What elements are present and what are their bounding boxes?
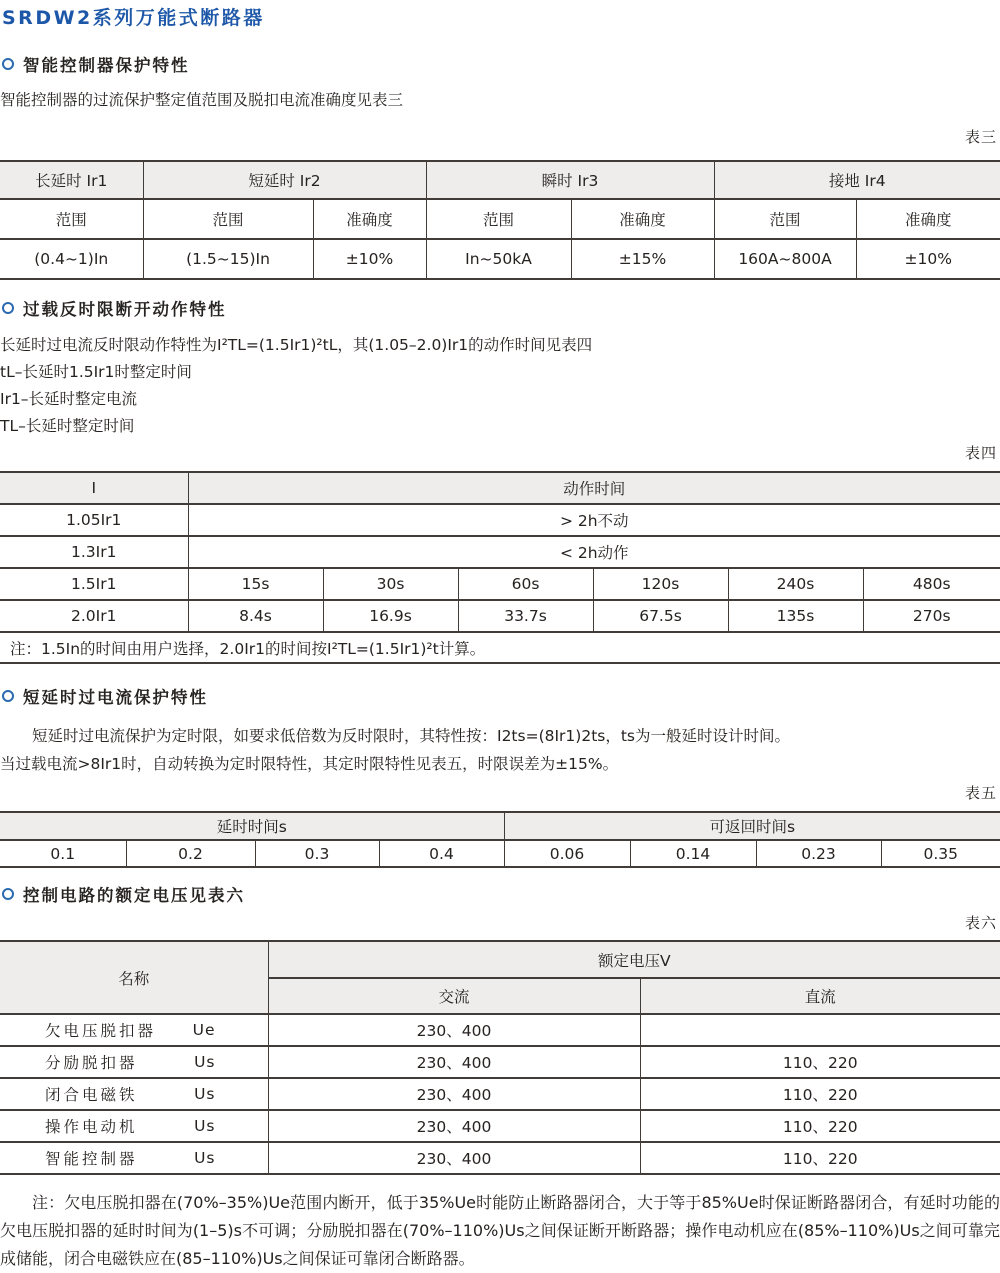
section2-body [0, 332, 1000, 440]
page-title: SRDW2系列万能式断路器 [2, 7, 265, 29]
table6-name-cell [0, 1110, 268, 1142]
section4-heading [0, 882, 1000, 906]
table5-return-value: 0.14 [630, 840, 756, 867]
section4-heading-label: 控制电路的额定电压见表六 [23, 886, 245, 905]
section3-heading-label: 短延时过电流保护特性 [23, 688, 208, 707]
section3-heading [0, 684, 1000, 708]
table6-name-cell [0, 1142, 268, 1174]
table5-delay-value: 0.1 [0, 840, 126, 867]
table6-row-operating-motor [0, 1110, 1000, 1142]
table4-row-1.3 [0, 536, 1000, 568]
table3-value: ±10% [313, 239, 426, 279]
table6-voltage-header: 额定电压V [268, 941, 1000, 978]
table3-group-short-delay: 短延时 Ir2 [143, 161, 426, 199]
table6-name-cell [0, 1046, 268, 1078]
table5-return-value: 0.23 [756, 840, 881, 867]
table5-return-header: 可返回时间s [504, 812, 1000, 840]
section3-body [0, 722, 1000, 778]
table4-value: 8.4s [188, 600, 323, 632]
table6-ac-value: 230、400 [268, 1014, 640, 1046]
circle-bullet-icon [2, 690, 14, 702]
section2-line2: tL–长延时1.5Ir1时整定时间 [0, 363, 192, 381]
table6-dc-value: 110、220 [640, 1078, 1000, 1110]
table4-value: 270s [863, 600, 1000, 632]
table6-ac-value: 230、400 [268, 1078, 640, 1110]
table3-value: In~50kA [426, 239, 571, 279]
table3-group-header-row [0, 161, 1000, 199]
table6-ac-value: 230、400 [268, 1142, 640, 1174]
table6-row-shunt-release [0, 1046, 1000, 1078]
device-name: 智能控制器 [45, 1150, 138, 1168]
table3-sub-header-row [0, 199, 1000, 239]
device-name: 操作电动机 [45, 1118, 138, 1136]
table6-dc-value [640, 1014, 1000, 1046]
table4-row-2.0 [0, 600, 1000, 632]
device-symbol: Us [194, 1085, 216, 1103]
section2-line1: 长延时过电流反时限动作特性为I²TL=(1.5Ir1)²tL，其(1.05–2.0)Ir1的动作时间见表四 [0, 336, 593, 354]
table4-value: 60s [458, 568, 593, 600]
table3-value: (0.4~1)In [0, 239, 143, 279]
datasheet-page [0, 3, 1000, 1268]
table6-row-intelligent-controller [0, 1142, 1000, 1174]
table4-value: 33.7s [458, 600, 593, 632]
table3-subheader: 准确度 [313, 199, 426, 239]
section2-heading-label: 过载反时限断开动作特性 [23, 300, 227, 319]
table3-value: 160A~800A [714, 239, 856, 279]
table4-action-time-header: 动作时间 [188, 472, 1000, 504]
table5-return-value: 0.06 [504, 840, 630, 867]
section2-line3: Ir1–长延时整定电流 [0, 390, 138, 408]
device-symbol: Us [194, 1149, 216, 1167]
device-name: 分励脱扣器 [45, 1054, 138, 1072]
table4-label: 1.3Ir1 [0, 536, 188, 568]
device-name: 欠电压脱扣器 [45, 1022, 157, 1040]
table4-note-row [0, 632, 1000, 663]
section3-line2: 当过载电流>8Ir1时，自动转换为定时限特性，其定时限特性见表五，时限误差为±15%。 [0, 755, 619, 773]
table4-label: 1.5Ir1 [0, 568, 188, 600]
table4-value: 30s [323, 568, 458, 600]
table4-value: 15s [188, 568, 323, 600]
table6-ac-value: 230、400 [268, 1110, 640, 1142]
table6-dc-value: 110、220 [640, 1142, 1000, 1174]
circle-bullet-icon [2, 888, 14, 900]
table6-name-header: 名称 [0, 941, 268, 1014]
table5-return-value: 0.35 [881, 840, 1000, 867]
table3-subheader: 准确度 [856, 199, 1000, 239]
section1-heading [0, 52, 1000, 76]
table6-row-closing-electromagnet [0, 1078, 1000, 1110]
table6-ac-value: 230、400 [268, 1046, 640, 1078]
device-symbol: Us [194, 1117, 216, 1135]
table3-group-ground: 接地 Ir4 [714, 161, 1000, 199]
table5-header-row [0, 812, 1000, 840]
table4-value: 16.9s [323, 600, 458, 632]
section3-line1: 短延时过电流保护为定时限，如要求低倍数为反时限时，其特性按：I2ts=(8Ir1)2ts，ts为一般延时设计时间。 [32, 727, 791, 745]
table5-tag: 表五 [964, 784, 997, 802]
table6-header-row1 [0, 941, 1000, 978]
section1-intro: 智能控制器的过流保护整定值范围及脱扣电流准确度见表三 [0, 91, 404, 109]
table6-dc-value: 110、220 [640, 1046, 1000, 1078]
table5-delay-header: 延时时间s [0, 812, 504, 840]
table5-value-row [0, 840, 1000, 867]
table3-value-row [0, 239, 1000, 279]
section2-line4: TL–长延时整定时间 [0, 417, 135, 435]
device-symbol: Ue [192, 1021, 216, 1039]
table6 [0, 940, 1000, 1175]
table3-subheader: 范围 [714, 199, 856, 239]
table4-span-value: > 2h不动 [188, 504, 1000, 536]
table4-row-1.05 [0, 504, 1000, 536]
table4-span-value: < 2h动作 [188, 536, 1000, 568]
table4-note: 注：1.5In的时间由用户选择，2.0Ir1的时间按I²TL=(1.5Ir1)²t计算。 [0, 632, 1000, 663]
table5-delay-value: 0.3 [255, 840, 379, 867]
table4-value: 135s [728, 600, 863, 632]
table3-group-instantaneous: 瞬时 Ir3 [426, 161, 714, 199]
table6-ac-header: 交流 [268, 978, 640, 1014]
device-name: 闭合电磁铁 [45, 1086, 138, 1104]
table6-name-cell [0, 1078, 268, 1110]
table3-subheader: 范围 [143, 199, 313, 239]
table5-delay-value: 0.4 [379, 840, 504, 867]
table6-dc-header: 直流 [640, 978, 1000, 1014]
table5 [0, 811, 1000, 868]
table3-value: ±15% [571, 239, 714, 279]
table6-tag: 表六 [964, 914, 997, 932]
table6-row-undervoltage-release [0, 1014, 1000, 1046]
table4-value: 480s [863, 568, 1000, 600]
table4-tag: 表四 [964, 444, 997, 462]
table3-value: ±10% [856, 239, 1000, 279]
circle-bullet-icon [2, 302, 14, 314]
table3-subheader: 范围 [0, 199, 143, 239]
table3-subheader: 范围 [426, 199, 571, 239]
table3-group-long-delay: 长延时 Ir1 [0, 161, 143, 199]
table3-value: (1.5~15)In [143, 239, 313, 279]
table4-header-row [0, 472, 1000, 504]
table4-label: 2.0Ir1 [0, 600, 188, 632]
circle-bullet-icon [2, 58, 14, 70]
section2-heading [0, 296, 1000, 320]
table4 [0, 471, 1000, 664]
table4-row-1.5 [0, 568, 1000, 600]
table6-name-cell [0, 1014, 268, 1046]
page-footnote: 注：欠电压脱扣器在(70%–35%)Ue范围内断开，低于35%Ue时能防止断路器闭合，大于等于85%Ue时保证断路器闭合，有延时功能的欠电压脱扣器的延时时间为(1–5)s不可调；分励脱扣器在(70%–110%)Us之间保证断开断路器；操作电动机应在(85%–110%)Us之间可靠完成储能，闭合电磁铁应在(85–110%)Us之间保证可靠闭合断路器。 [0, 1193, 1000, 1268]
table4-label: 1.05Ir1 [0, 504, 188, 536]
table6-dc-value: 110、220 [640, 1110, 1000, 1142]
table4-value: 67.5s [593, 600, 728, 632]
table4-value: 120s [593, 568, 728, 600]
table4-current-header: I [0, 472, 188, 504]
device-symbol: Us [194, 1053, 216, 1071]
table3-tag: 表三 [964, 128, 997, 146]
table3-subheader: 准确度 [571, 199, 714, 239]
table5-delay-value: 0.2 [126, 840, 255, 867]
section1-heading-label: 智能控制器保护特性 [23, 56, 190, 75]
table4-value: 240s [728, 568, 863, 600]
table3 [0, 160, 1000, 280]
